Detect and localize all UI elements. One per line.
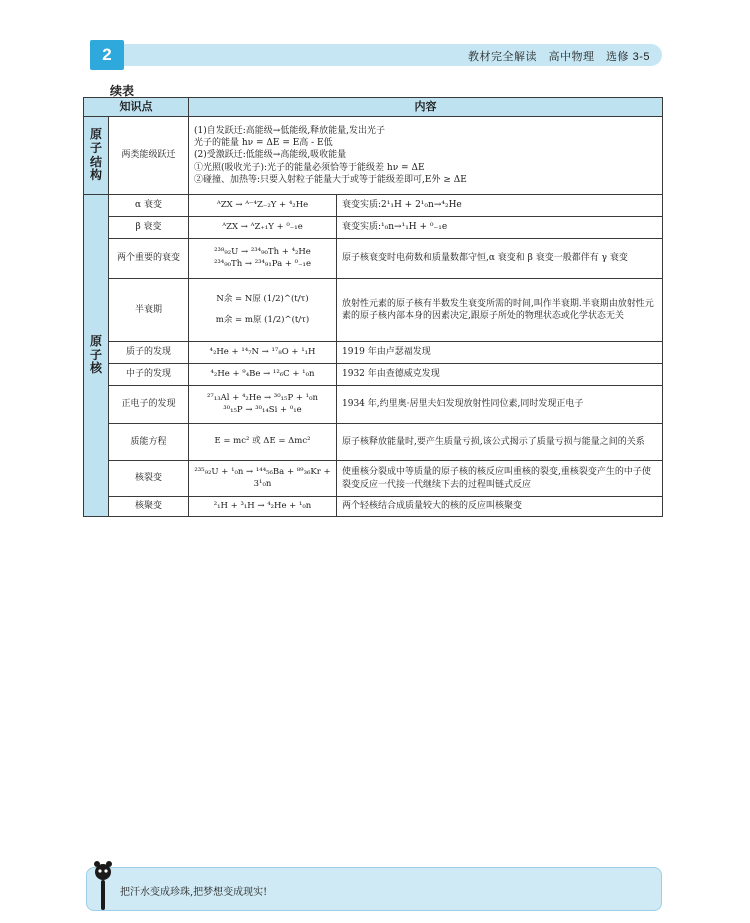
mascot-icon <box>92 858 114 916</box>
formula-line: ²⁷₁₃Al + ⁴₂He → ³⁰₁₅P + ¹₀n <box>207 393 318 404</box>
topic-cell: 质子的发现 <box>109 342 189 364</box>
desc-cell: 1934 年,约里奥·居里夫妇发现放射性同位素,同时发现正电子 <box>337 386 663 424</box>
formula-cell <box>189 279 337 342</box>
topic-cell: 质能方程 <box>109 424 189 461</box>
content-cell <box>189 117 663 195</box>
desc-cell: 使重核分裂成中等质量的原子核的核反应叫重核的裂变,重核裂变产生的中子使裂变反应一代接一代继续下去的过程叫链式反应 <box>337 461 663 497</box>
table-row <box>84 117 663 195</box>
table-row <box>84 239 663 279</box>
formula-cell: ²₁H + ³₁H → ⁴₂He + ¹₀n <box>189 497 337 517</box>
table-row <box>84 497 663 517</box>
formula-cell: ²³⁵₉₂U + ¹₀n → ¹⁴⁴₅₆Ba + ⁸⁹₃₆Kr + 3¹₀n <box>189 461 337 497</box>
col-content-header: 内容 <box>189 98 663 117</box>
table-row <box>84 195 663 217</box>
running-title: 教材完全解读 高中物理 选修 3-5 <box>468 51 650 63</box>
formula-cell: ᴬZX → ᴬZ₊₁Y + ⁰₋₁e <box>189 217 337 239</box>
formula-cell <box>189 239 337 279</box>
content-line: 光子的能量 hν = ΔE = E高 - E低 <box>194 138 333 149</box>
topic-cell: β 衰变 <box>109 217 189 239</box>
col-topic-header: 知识点 <box>84 98 189 117</box>
formula-line: ²³⁸₉₂U → ²³⁴₉₀Th + ⁴₂He <box>214 247 311 258</box>
table-row <box>84 461 663 497</box>
formula-line: N余 = N原 (1/2)^(t/τ) <box>216 293 309 304</box>
category-atomic-structure: 原子结构 <box>84 117 109 195</box>
desc-cell: 原子核释放能量时,要产生质量亏损,该公式揭示了质量亏损与能量之间的关系 <box>337 424 663 461</box>
desc-cell: 衰变实质:2¹₁H + 2¹₀n→⁴₂He <box>337 195 663 217</box>
footer-motto: 把汗水变成珍珠,把梦想变成现实! <box>120 887 268 898</box>
formula-cell: E = mc² 或 ΔE = Δmc² <box>189 424 337 461</box>
content-line: ①光照(吸收光子):光子的能量必须恰等于能级差 hν = ΔE <box>194 162 425 173</box>
formula-line: ²³⁴₉₀Th → ²³⁴₉₁Pa + ⁰₋₁e <box>213 258 311 269</box>
content-line: (2)受激跃迁:低能级→高能级,吸收能量 <box>194 150 347 161</box>
table-row <box>84 386 663 424</box>
content-line: ②碰撞、加热等:只要入射粒子能量大于或等于能级差即可,E外 ≥ ΔE <box>194 174 467 185</box>
topic-cell: α 衰变 <box>109 195 189 217</box>
table-row <box>84 342 663 364</box>
topic-cell: 两类能级跃迁 <box>109 117 189 195</box>
content-line: (1)自发跃迁:高能级→低能级,释放能量,发出光子 <box>194 126 386 137</box>
formula-line: m余 = m原 (1/2)^(t/τ) <box>215 315 310 325</box>
table-row <box>84 364 663 386</box>
desc-cell: 原子核衰变时电荷数和质量数都守恒,α 衰变和 β 衰变一般都伴有 γ 衰变 <box>337 239 663 279</box>
desc-cell: 衰变实质:¹₀n→¹₁H + ⁰₋₁e <box>337 217 663 239</box>
knowledge-table <box>83 97 663 517</box>
topic-cell: 核裂变 <box>109 461 189 497</box>
formula-cell: ⁴₂He + ¹⁴₇N → ¹⁷₈O + ¹₁H <box>189 342 337 364</box>
topic-cell: 正电子的发现 <box>109 386 189 424</box>
table-header-row <box>84 98 663 117</box>
topic-cell: 半衰期 <box>109 279 189 342</box>
desc-cell: 放射性元素的原子核有半数发生衰变所需的时间,叫作半衰期.半衰期由放射性元素的原子核内部本身的因素决定,跟原子所处的物理状态或化学状态无关 <box>337 279 663 342</box>
desc-cell: 1932 年由查德威克发现 <box>337 364 663 386</box>
category-nucleus: 原子核 <box>84 195 109 517</box>
formula-cell: ᴬZX → ᴬ⁻⁴Z₋₂Y + ⁴₂He <box>189 195 337 217</box>
table-row <box>84 217 663 239</box>
formula-cell <box>189 386 337 424</box>
topic-cell: 核聚变 <box>109 497 189 517</box>
page-number: 2 <box>90 40 124 70</box>
desc-cell: 1919 年由卢瑟福发现 <box>337 342 663 364</box>
topic-cell: 中子的发现 <box>109 364 189 386</box>
table-row <box>84 424 663 461</box>
formula-cell: ⁴₂He + ⁹₄Be → ¹²₆C + ¹₀n <box>189 364 337 386</box>
formula-line: ³⁰₁₅P → ³⁰₁₄Si + ⁰₁e <box>223 404 302 415</box>
continued-label: 续表 <box>110 84 135 98</box>
topic-cell: 两个重要的衰变 <box>109 239 189 279</box>
desc-cell: 两个轻核结合成质量较大的核的反应叫核聚变 <box>337 497 663 517</box>
table-row <box>84 279 663 342</box>
